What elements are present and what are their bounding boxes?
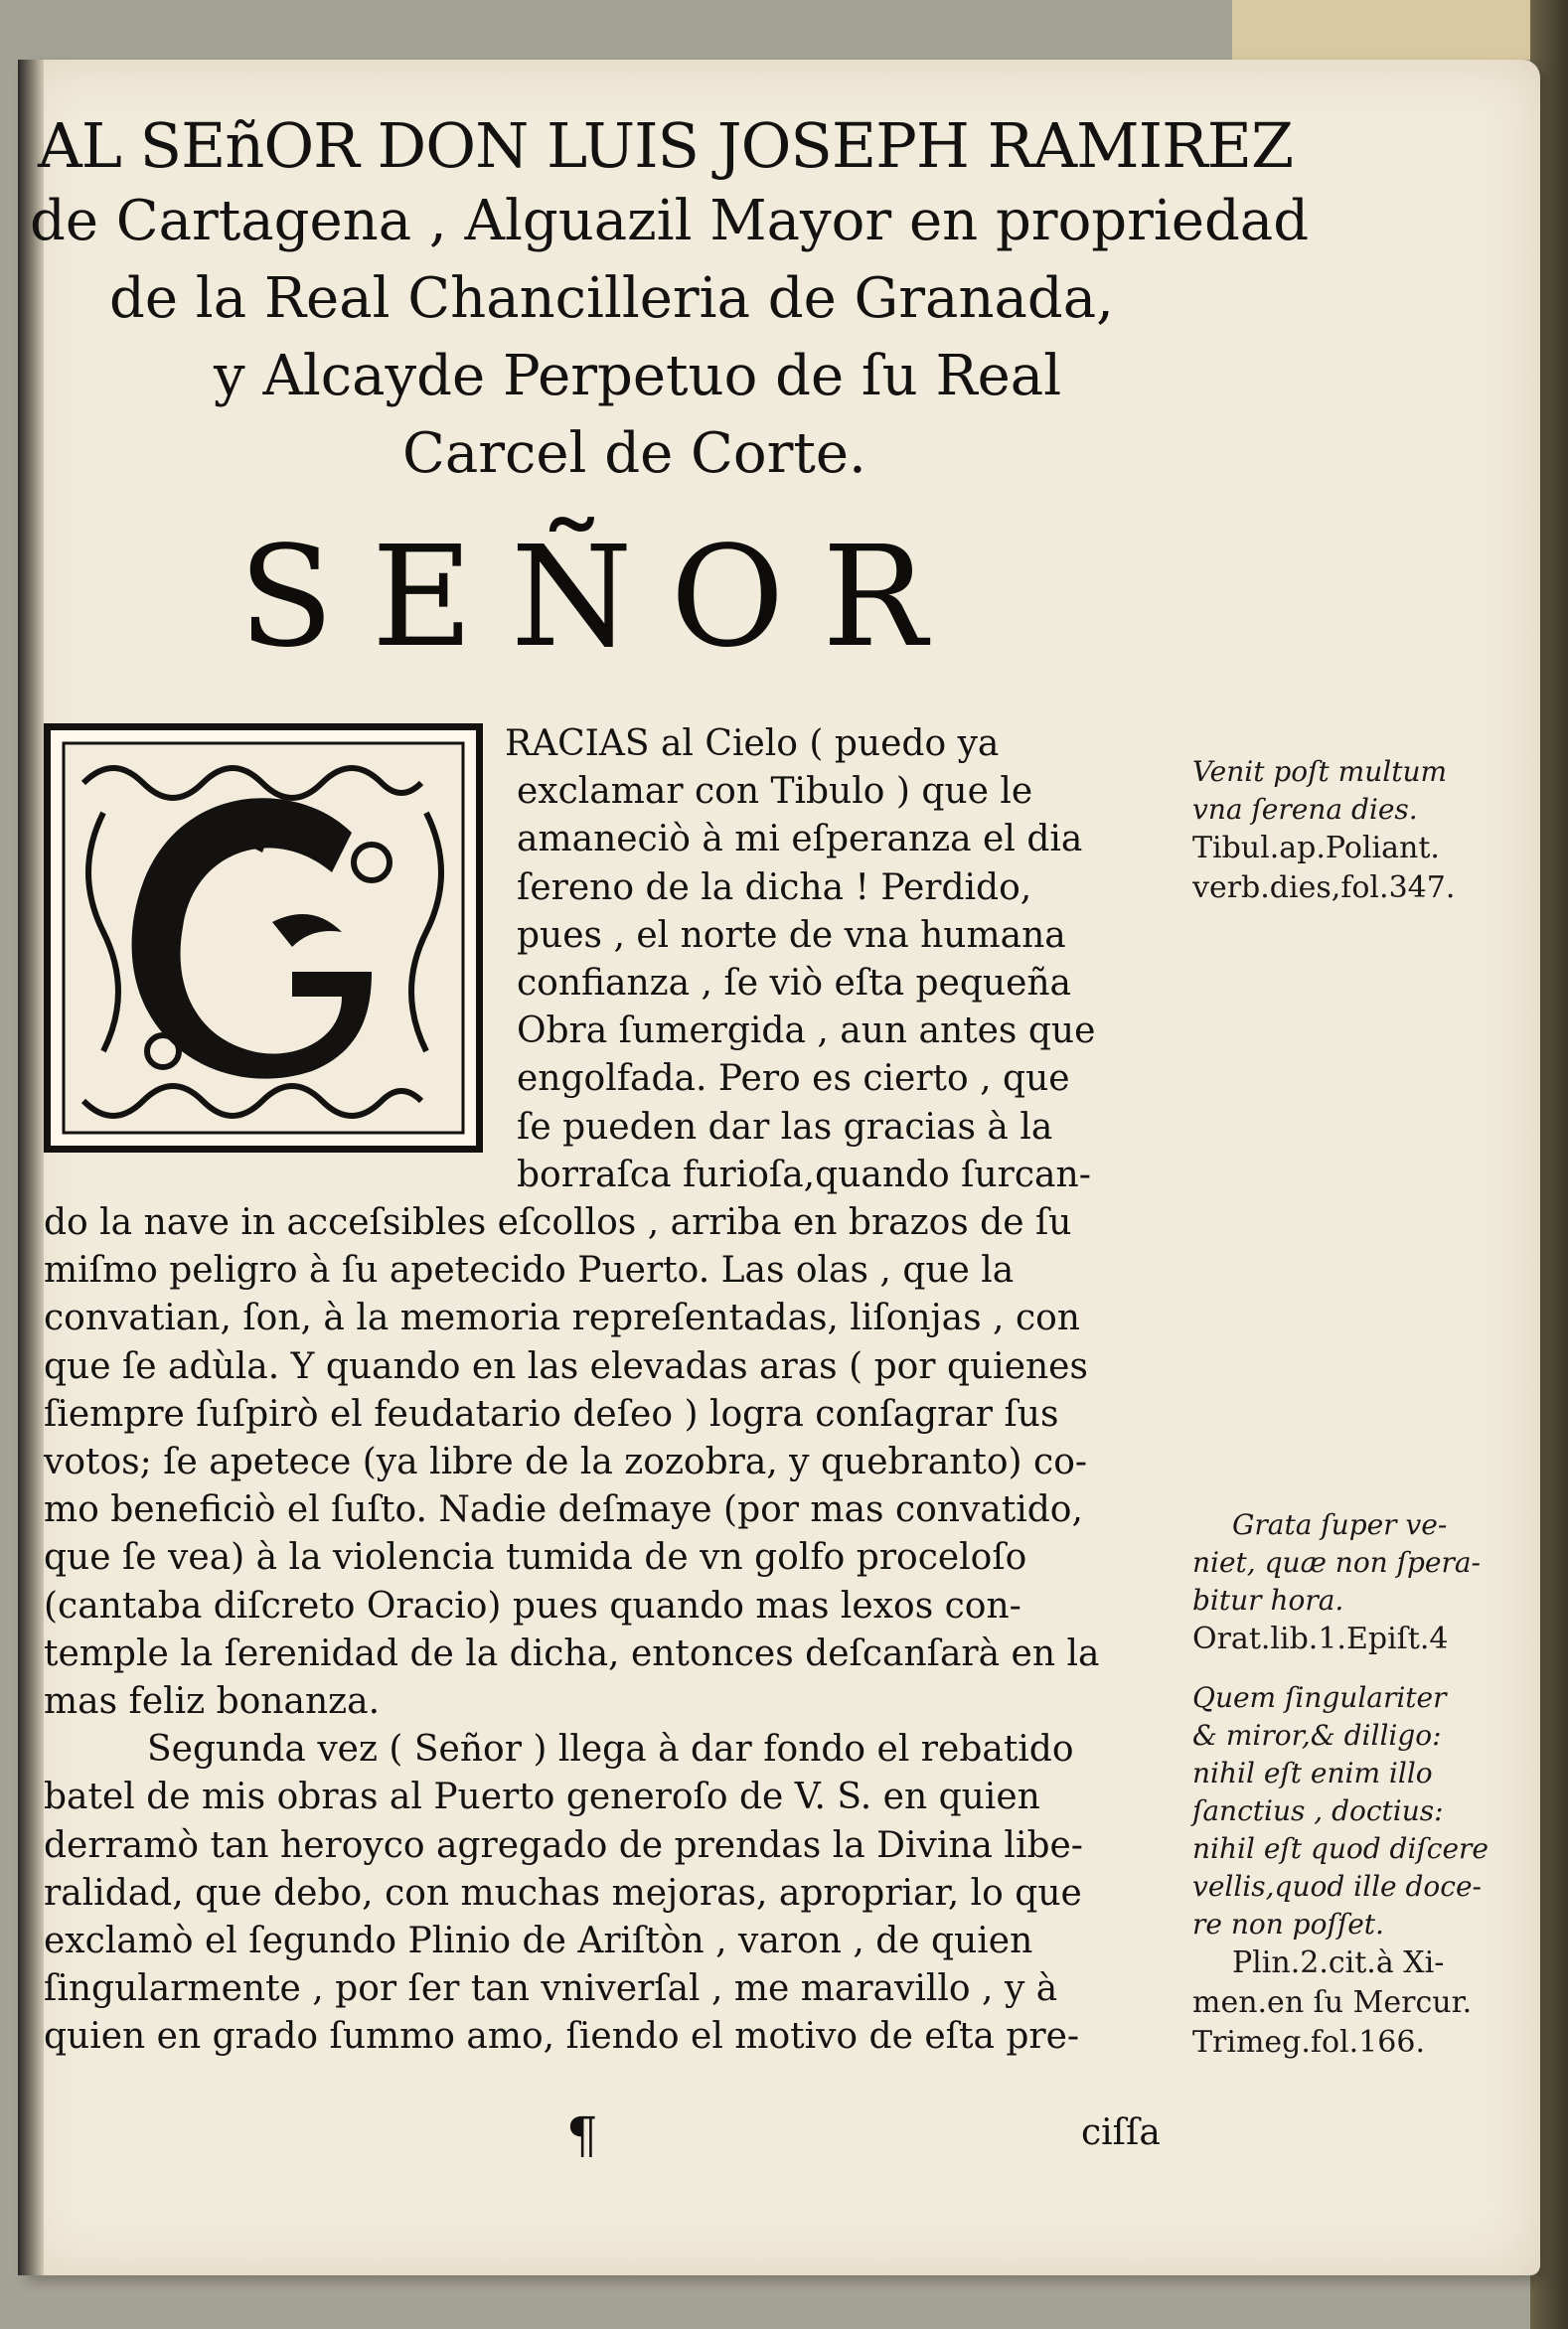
marginal-note-line: vna ſerena dies.: [1192, 793, 1418, 826]
body-line: convatian, ſon, à la memoria repreſentadas, liſonjas , con: [44, 1298, 1080, 1339]
signature-mark: ¶: [566, 2106, 598, 2164]
body-line: borraſca furioſa,quando ſurcan-: [517, 1154, 1091, 1195]
marginal-note-line: & miror,& dilligo:: [1192, 1719, 1442, 1752]
marginal-note-line: men.en ſu Mercur.: [1192, 1985, 1473, 2020]
body-line: exclamar con Tibulo ) que le: [517, 771, 1033, 813]
body-line: ralidad, que debo, con muchas mejoras, apropriar, lo que: [44, 1872, 1082, 1914]
body-line: ſiempre ſuſpirò el feudatario deſeo ) logra conſagrar ſus: [44, 1393, 1059, 1435]
heading-line: de la Real Chancilleria de Granada,: [109, 266, 1114, 331]
body-line: votos; ſe apetece (ya libre de la zozobra, y quebranto) co-: [44, 1442, 1088, 1482]
marginal-note-line: Orat.lib.1.Epiſt.4: [1192, 1622, 1449, 1656]
body-line: RACIAS al Cielo ( puedo ya: [505, 723, 1000, 764]
book-gutter: [18, 60, 44, 2275]
marginal-note-line: nihil eſt quod diſcere: [1192, 1832, 1490, 1865]
body-line: mo beneficiò el ſuſto. Nadie deſmaye (por mas convatido,: [44, 1489, 1083, 1531]
body-line: amaneciò à mi eſperanza el dia: [517, 819, 1083, 860]
salutation: SEÑOR: [238, 517, 965, 679]
body-line: ſereno de la dicha ! Perdido,: [517, 866, 1032, 908]
body-line: Obra ſumergida , aun antes que: [517, 1010, 1096, 1052]
body-line: mas feliz bonanza.: [44, 1681, 381, 1722]
decorated-initial-g-icon: [44, 723, 483, 1153]
heading-line: de Cartagena , Alguazil Mayor en propriedad: [30, 189, 1310, 253]
heading-line: Carcel de Corte.: [402, 421, 866, 486]
marginal-note-line: Venit poſt multum: [1192, 755, 1448, 788]
marginal-note-line: bitur hora.: [1192, 1584, 1344, 1617]
body-line: ſe pueden dar las gracias à la: [517, 1106, 1053, 1148]
marginal-note-line: niet, quæ non ſpera-: [1192, 1546, 1482, 1579]
body-line: do la nave in acceſsibles eſcollos , arriba en brazos de ſu: [44, 1202, 1072, 1243]
marginal-note-line: Trimeg.fol.166.: [1192, 2025, 1425, 2060]
marginal-note-line: verb.dies,fol.347.: [1192, 870, 1456, 905]
marginal-note-line: re non poſſet.: [1192, 1908, 1384, 1941]
body-line: que ſe adùla. Y quando en las elevadas aras ( por quienes: [44, 1345, 1088, 1387]
body-line: que ſe vea) à la violencia tumida de vn golfo proceloſo: [44, 1537, 1027, 1579]
body-line: derramò tan heroyco agregado de prendas la Divina libe-: [44, 1824, 1083, 1866]
body-line: pues , el norte de vna humana: [517, 914, 1066, 956]
body-line: (cantaba diſcreto Oracio) pues quando mas lexos con-: [44, 1585, 1021, 1627]
body-line: engolfada. Pero es cierto , que: [517, 1058, 1070, 1100]
marginal-note-line: Tibul.ap.Poliant.: [1192, 831, 1440, 865]
heading-line: AL SEñOR DON LUIS JOSEPH RAMIREZ: [38, 109, 1294, 182]
marginal-note-line: Grata ſuper ve-: [1232, 1508, 1448, 1541]
marginal-note-line: nihil eſt enim illo: [1192, 1757, 1433, 1789]
marginal-note-line: Quem ſingulariter: [1192, 1681, 1447, 1714]
heading-line: y Alcayde Perpetuo de ſu Real: [214, 344, 1062, 408]
body-line: confianza , ſe viò eſta pequeña: [517, 963, 1072, 1004]
catchword: ciſſa: [1081, 2112, 1161, 2153]
body-line: quien en grado ſummo amo, ſiendo el motivo de eſta pre-: [44, 2016, 1080, 2058]
body-line: batel de mis obras al Puerto generoſo de V. S. en quien: [44, 1777, 1040, 1818]
marginal-note-line: Plin.2.cit.à Xi-: [1232, 1945, 1445, 1980]
body-line: ſingularmente , por ſer tan vniverſal , me maravillo , y à: [44, 1968, 1058, 2010]
marginal-note-line: ſanctius , doctius:: [1192, 1794, 1444, 1827]
body-line: miſmo peligro à ſu apetecido Puerto. Las olas , que la: [44, 1250, 1015, 1292]
body-line: temple la ſerenidad de la dicha, entonces deſcanſarà en la: [44, 1632, 1100, 1674]
marginal-note-line: vellis,quod ille doce-: [1192, 1870, 1482, 1903]
body-line: exclamò el ſegundo Plinio de Ariſtòn , varon , de quien: [44, 1921, 1033, 1961]
body-line: Segunda vez ( Señor ) llega à dar fondo el rebatido: [147, 1729, 1074, 1771]
page-edge-tab: [1232, 0, 1550, 60]
